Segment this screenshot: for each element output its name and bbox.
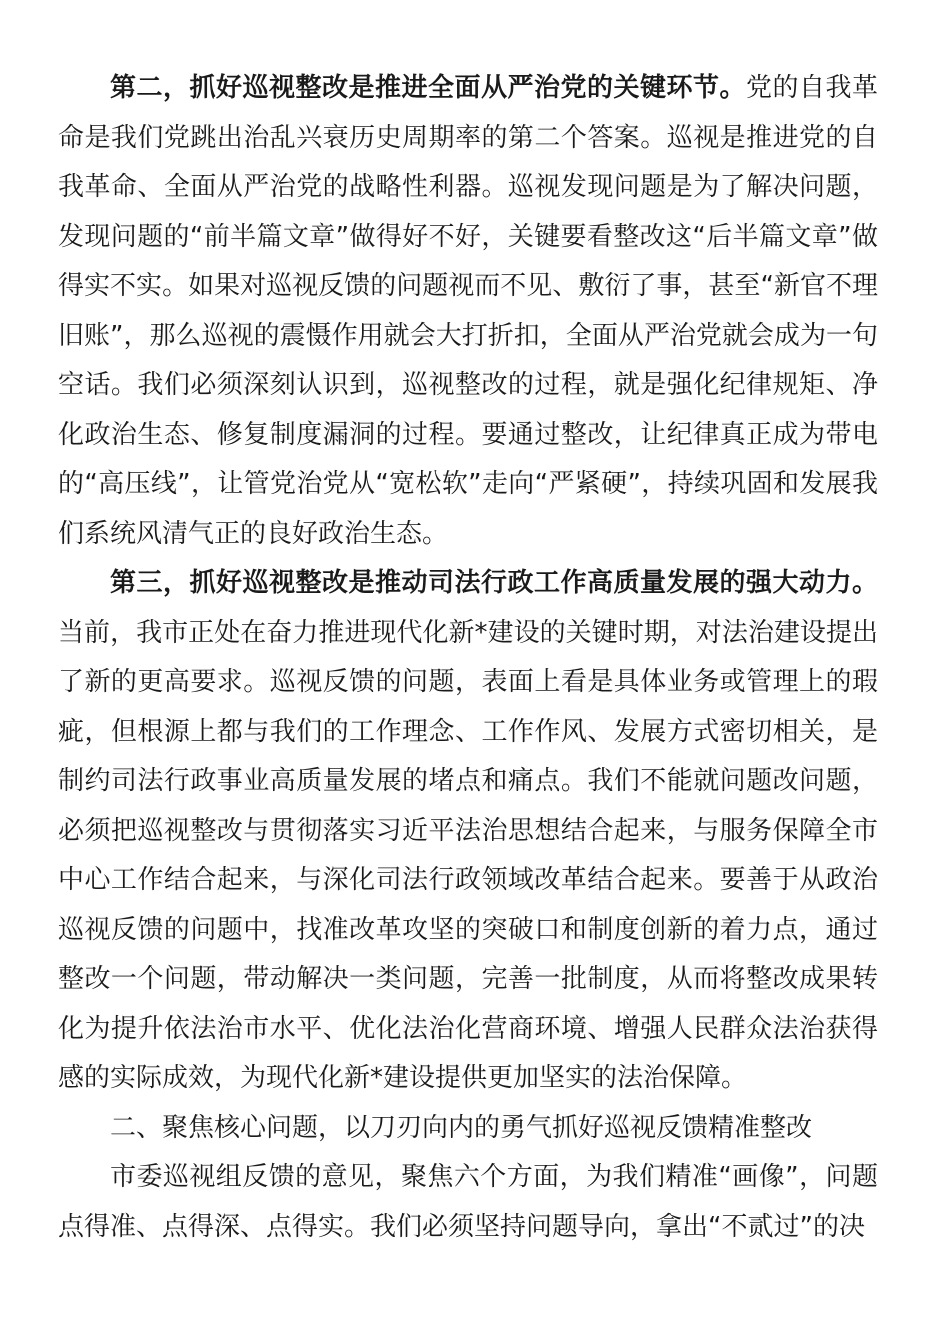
paragraph-text: 当前，我市正处在奋力推进现代化新*建设的关键时期，对法治建设提出了新的更高要求。巡视反馈的问题，表面上看是具体业务或管理上的瑕疵，但根源上都与我们的工作理念、工作作风、发展方式密切相关，是制约司法行政事业高质量发展的堵点和痛点。我们不能就问题改问题，必须把巡视整改与贯彻落实习近平法治思想结合起来，与服务保障全市中心工作结合起来，与深化司法行政领域改革结合起来。要善于从政治巡视反馈的问题中，找准改革攻坚的突破口和制度创新的着力点，通过整改一个问题，带动解决一类问题，完善一批制度，从而将整改成果转化为提升依法治市水平、优化法治化营商环境、增强人民群众法治获得感的实际成效，为现代化新*建设提供更加坚实的法治保障。 <box>58 617 878 1093</box>
paragraph-heading: 第三，抓好巡视整改是推动司法行政工作高质量发展的强大动力。 <box>110 568 878 598</box>
paragraph-text: 党的自我革命是我们党跳出治乱兴衰历史周期率的第二个答案。巡视是推进党的自我革命、全面从严治党的战略性利器。巡视发现问题是为了解决问题，发现问题的“前半篇文章”做得好不好，关键要看整改这“后半篇文章”做得实不实。如果对巡视反馈的问题视而不见、敷衍了事，甚至“新官不理旧账”，那么巡视的震慑作用就会大打折扣，全面从严治党就会成为一句空话。我们必须深刻认识到，巡视整改的过程，就是强化纪律规矩、净化政治生态、修复制度漏洞的过程。要通过整改，让纪律真正成为带电的“高压线”，让管党治党从“宽松软”走向“严紧硬”，持续巩固和发展我们系统风清气正的良好政治生态。 <box>58 73 878 549</box>
paragraph-text: 市委巡视组反馈的意见，聚焦六个方面，为我们精准“画像”，问题点得准、点得深、点得实。我们必须坚持问题导向，拿出“不贰过”的决 <box>58 1162 878 1242</box>
paragraph-heading: 第二，抓好巡视整改是推进全面从严治党的关键环节。 <box>110 73 746 103</box>
section-heading-text: 二、聚焦核心问题，以刀刃向内的勇气抓好巡视反馈精准整改 <box>110 1112 813 1143</box>
paragraph-third-point <box>58 559 878 1104</box>
paragraph-second-point <box>58 64 878 559</box>
paragraph-inspection-feedback <box>58 1153 878 1252</box>
document-body <box>58 64 878 1252</box>
section-heading-two <box>58 1104 878 1154</box>
